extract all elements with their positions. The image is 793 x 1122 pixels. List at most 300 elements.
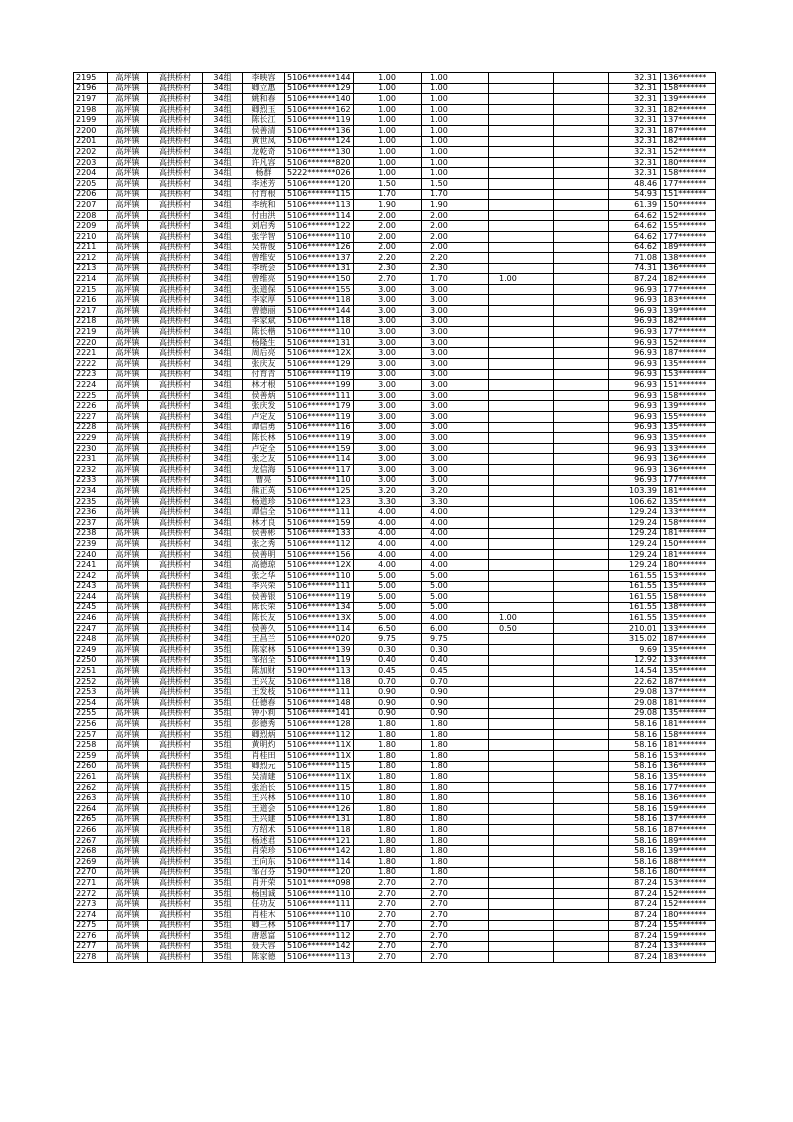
- area-b-cell: [489, 295, 554, 306]
- area-b-cell: [489, 549, 554, 560]
- table-body: [74, 73, 716, 963]
- id-number-cell: 5106*******118: [285, 825, 354, 836]
- area-c-cell: [554, 507, 609, 518]
- village-cell: 高拱桥村: [148, 920, 203, 931]
- area-total-cell: 5.00: [354, 613, 422, 624]
- area-c-cell: [554, 242, 609, 253]
- area-b-cell: [489, 528, 554, 539]
- table-row: [74, 570, 716, 581]
- area-total-cell: 1.80: [354, 867, 422, 878]
- name-cell: 谭信勇: [243, 422, 285, 433]
- phone-cell: 135*******: [661, 645, 716, 656]
- area-c-cell: [554, 888, 609, 899]
- name-cell: 李统会: [243, 263, 285, 274]
- amount-cell: 32.31: [609, 83, 661, 94]
- name-cell: 张之秀: [243, 539, 285, 550]
- id-number-cell: 5106*******11X: [285, 751, 354, 762]
- town-cell: 高坪镇: [108, 390, 148, 401]
- name-cell: 侯善明: [243, 549, 285, 560]
- table-row: [74, 337, 716, 348]
- table-row: [74, 136, 716, 147]
- id-number-cell: 5106*******113: [285, 200, 354, 211]
- name-cell: 方绍术: [243, 825, 285, 836]
- table-row: [74, 803, 716, 814]
- amount-cell: 71.08: [609, 253, 661, 264]
- town-cell: 高坪镇: [108, 359, 148, 370]
- id-number-cell: 5106*******118: [285, 295, 354, 306]
- area-b-cell: [489, 306, 554, 317]
- area-total-cell: 3.00: [354, 327, 422, 338]
- area-total-cell: 0.90: [354, 708, 422, 719]
- area-c-cell: [554, 412, 609, 423]
- area-a-cell: 3.00: [422, 284, 489, 295]
- area-c-cell: [554, 443, 609, 454]
- area-total-cell: 1.80: [354, 751, 422, 762]
- area-a-cell: 3.00: [422, 454, 489, 465]
- table-row: [74, 878, 716, 889]
- amount-cell: 96.93: [609, 359, 661, 370]
- area-b-cell: [489, 772, 554, 783]
- id-number-cell: 5106*******155: [285, 284, 354, 295]
- area-a-cell: 3.00: [422, 475, 489, 486]
- table-row: [74, 83, 716, 94]
- id-number-cell: 5106*******179: [285, 401, 354, 412]
- id-number-cell: 5106*******120: [285, 178, 354, 189]
- group-cell: 34组: [203, 147, 243, 158]
- group-cell: 34组: [203, 401, 243, 412]
- village-cell: 高拱桥村: [148, 835, 203, 846]
- area-total-cell: 3.00: [354, 284, 422, 295]
- area-b-cell: [489, 803, 554, 814]
- table-row: [74, 549, 716, 560]
- area-total-cell: 2.30: [354, 263, 422, 274]
- row-number-cell: 2201: [74, 136, 108, 147]
- id-number-cell: 5106*******139: [285, 645, 354, 656]
- id-number-cell: 5106*******115: [285, 761, 354, 772]
- area-c-cell: [554, 645, 609, 656]
- amount-cell: 87.24: [609, 952, 661, 963]
- table-row: [74, 274, 716, 285]
- group-cell: 35组: [203, 899, 243, 910]
- group-cell: 35组: [203, 793, 243, 804]
- village-cell: 高拱桥村: [148, 380, 203, 391]
- id-number-cell: 5106*******12X: [285, 560, 354, 571]
- name-cell: 李述芳: [243, 178, 285, 189]
- group-cell: 35组: [203, 698, 243, 709]
- area-a-cell: 3.00: [422, 359, 489, 370]
- group-cell: 35组: [203, 676, 243, 687]
- town-cell: 高坪镇: [108, 729, 148, 740]
- table-row: [74, 284, 716, 295]
- id-number-cell: 5106*******110: [285, 570, 354, 581]
- name-cell: 李统和: [243, 200, 285, 211]
- village-cell: 高拱桥村: [148, 486, 203, 497]
- area-a-cell: 1.50: [422, 178, 489, 189]
- id-number-cell: 5106*******119: [285, 115, 354, 126]
- id-number-cell: 5106*******110: [285, 231, 354, 242]
- village-cell: 高拱桥村: [148, 888, 203, 899]
- row-number-cell: 2241: [74, 560, 108, 571]
- table-row: [74, 751, 716, 762]
- id-number-cell: 5190*******150: [285, 274, 354, 285]
- table-row: [74, 316, 716, 327]
- table-row: [74, 814, 716, 825]
- name-cell: 王昌兰: [243, 634, 285, 645]
- village-cell: 高拱桥村: [148, 390, 203, 401]
- group-cell: 34组: [203, 613, 243, 624]
- town-cell: 高坪镇: [108, 221, 148, 232]
- id-number-cell: 5106*******162: [285, 104, 354, 115]
- area-b-cell: [489, 867, 554, 878]
- area-c-cell: [554, 634, 609, 645]
- group-cell: 34组: [203, 189, 243, 200]
- area-a-cell: 4.00: [422, 549, 489, 560]
- amount-cell: 129.24: [609, 549, 661, 560]
- group-cell: 34组: [203, 168, 243, 179]
- group-cell: 34组: [203, 136, 243, 147]
- area-c-cell: [554, 274, 609, 285]
- group-cell: 34组: [203, 200, 243, 211]
- row-number-cell: 2203: [74, 157, 108, 168]
- group-cell: 35组: [203, 941, 243, 952]
- area-a-cell: 3.00: [422, 295, 489, 306]
- village-cell: 高拱桥村: [148, 687, 203, 698]
- area-b-cell: [489, 210, 554, 221]
- amount-cell: 210.01: [609, 623, 661, 634]
- phone-cell: 180*******: [661, 867, 716, 878]
- id-number-cell: 5106*******111: [285, 390, 354, 401]
- area-a-cell: 3.00: [422, 327, 489, 338]
- area-a-cell: 3.00: [422, 401, 489, 412]
- phone-cell: 187*******: [661, 825, 716, 836]
- village-cell: 高拱桥村: [148, 147, 203, 158]
- area-c-cell: [554, 200, 609, 211]
- group-cell: 34组: [203, 549, 243, 560]
- area-b-cell: [489, 931, 554, 942]
- table-row: [74, 676, 716, 687]
- phone-cell: 153*******: [661, 369, 716, 380]
- area-a-cell: 4.00: [422, 613, 489, 624]
- area-c-cell: [554, 549, 609, 560]
- name-cell: 曹亮: [243, 475, 285, 486]
- id-number-cell: 5106*******119: [285, 412, 354, 423]
- id-number-cell: 5106*******159: [285, 443, 354, 454]
- group-cell: 34组: [203, 517, 243, 528]
- amount-cell: 58.16: [609, 751, 661, 762]
- village-cell: 高拱桥村: [148, 899, 203, 910]
- area-a-cell: 1.70: [422, 274, 489, 285]
- id-number-cell: 5106*******820: [285, 157, 354, 168]
- phone-cell: 155*******: [661, 221, 716, 232]
- area-total-cell: 1.80: [354, 846, 422, 857]
- name-cell: 肖荣珍: [243, 846, 285, 857]
- group-cell: 35组: [203, 888, 243, 899]
- area-a-cell: 1.80: [422, 856, 489, 867]
- group-cell: 35组: [203, 835, 243, 846]
- row-number-cell: 2233: [74, 475, 108, 486]
- area-total-cell: 1.00: [354, 94, 422, 105]
- phone-cell: 158*******: [661, 168, 716, 179]
- name-cell: 肖桂木: [243, 909, 285, 920]
- area-total-cell: 5.00: [354, 602, 422, 613]
- area-b-cell: [489, 221, 554, 232]
- village-cell: 高拱桥村: [148, 316, 203, 327]
- area-total-cell: 3.00: [354, 337, 422, 348]
- table-row: [74, 867, 716, 878]
- group-cell: 34组: [203, 369, 243, 380]
- area-a-cell: 1.00: [422, 104, 489, 115]
- town-cell: 高坪镇: [108, 772, 148, 783]
- village-cell: 高拱桥村: [148, 592, 203, 603]
- name-cell: 侯善炳: [243, 390, 285, 401]
- amount-cell: 58.16: [609, 740, 661, 751]
- phone-cell: 136*******: [661, 464, 716, 475]
- row-number-cell: 2224: [74, 380, 108, 391]
- phone-cell: 158*******: [661, 729, 716, 740]
- area-b-cell: [489, 517, 554, 528]
- area-a-cell: 1.00: [422, 73, 489, 84]
- area-a-cell: 5.00: [422, 592, 489, 603]
- table-row: [74, 443, 716, 454]
- row-number-cell: 2213: [74, 263, 108, 274]
- table-row: [74, 200, 716, 211]
- village-cell: 高拱桥村: [148, 73, 203, 84]
- area-a-cell: 3.00: [422, 433, 489, 444]
- area-total-cell: 3.00: [354, 443, 422, 454]
- table-row: [74, 835, 716, 846]
- area-c-cell: [554, 168, 609, 179]
- amount-cell: 96.93: [609, 337, 661, 348]
- row-number-cell: 2275: [74, 920, 108, 931]
- group-cell: 34组: [203, 284, 243, 295]
- village-cell: 高拱桥村: [148, 274, 203, 285]
- phone-cell: 155*******: [661, 412, 716, 423]
- village-cell: 高拱桥村: [148, 698, 203, 709]
- amount-cell: 32.31: [609, 157, 661, 168]
- name-cell: 王向东: [243, 856, 285, 867]
- area-total-cell: 3.00: [354, 390, 422, 401]
- name-cell: 侯善清: [243, 125, 285, 136]
- name-cell: 杨述君: [243, 835, 285, 846]
- amount-cell: 96.93: [609, 306, 661, 317]
- town-cell: 高坪镇: [108, 380, 148, 391]
- phone-cell: 183*******: [661, 952, 716, 963]
- town-cell: 高坪镇: [108, 496, 148, 507]
- area-a-cell: 1.80: [422, 814, 489, 825]
- area-b-cell: [489, 698, 554, 709]
- group-cell: 34组: [203, 380, 243, 391]
- area-b-cell: [489, 496, 554, 507]
- row-number-cell: 2220: [74, 337, 108, 348]
- phone-cell: 182*******: [661, 274, 716, 285]
- amount-cell: 129.24: [609, 528, 661, 539]
- area-a-cell: 4.00: [422, 539, 489, 550]
- row-number-cell: 2264: [74, 803, 108, 814]
- area-a-cell: 2.00: [422, 231, 489, 242]
- area-b-cell: [489, 136, 554, 147]
- area-c-cell: [554, 263, 609, 274]
- amount-cell: 29.08: [609, 687, 661, 698]
- phone-cell: 177*******: [661, 475, 716, 486]
- amount-cell: 129.24: [609, 560, 661, 571]
- phone-cell: 152*******: [661, 210, 716, 221]
- id-number-cell: 5106*******129: [285, 359, 354, 370]
- area-b-cell: [489, 920, 554, 931]
- village-cell: 高拱桥村: [148, 295, 203, 306]
- area-c-cell: [554, 899, 609, 910]
- area-c-cell: [554, 581, 609, 592]
- name-cell: 张之友: [243, 454, 285, 465]
- area-b-cell: [489, 751, 554, 762]
- area-c-cell: [554, 422, 609, 433]
- area-total-cell: 0.40: [354, 655, 422, 666]
- table-row: [74, 698, 716, 709]
- group-cell: 34组: [203, 316, 243, 327]
- village-cell: 高拱桥村: [148, 157, 203, 168]
- area-a-cell: 0.70: [422, 676, 489, 687]
- row-number-cell: 2267: [74, 835, 108, 846]
- village-cell: 高拱桥村: [148, 581, 203, 592]
- area-b-cell: [489, 507, 554, 518]
- name-cell: 许凡容: [243, 157, 285, 168]
- amount-cell: 129.24: [609, 539, 661, 550]
- table-row: [74, 888, 716, 899]
- name-cell: 张学智: [243, 231, 285, 242]
- amount-cell: 103.39: [609, 486, 661, 497]
- row-number-cell: 2249: [74, 645, 108, 656]
- village-cell: 高拱桥村: [148, 517, 203, 528]
- area-b-cell: [489, 846, 554, 857]
- amount-cell: 64.62: [609, 231, 661, 242]
- area-a-cell: 1.80: [422, 793, 489, 804]
- name-cell: 任德春: [243, 698, 285, 709]
- town-cell: 高坪镇: [108, 189, 148, 200]
- area-a-cell: 3.00: [422, 369, 489, 380]
- phone-cell: 152*******: [661, 147, 716, 158]
- table-row: [74, 909, 716, 920]
- table-row: [74, 719, 716, 730]
- area-b-cell: [489, 782, 554, 793]
- area-a-cell: 1.90: [422, 200, 489, 211]
- area-total-cell: 2.70: [354, 878, 422, 889]
- area-a-cell: 3.00: [422, 316, 489, 327]
- area-c-cell: [554, 623, 609, 634]
- town-cell: 高坪镇: [108, 401, 148, 412]
- row-number-cell: 2217: [74, 306, 108, 317]
- village-cell: 高拱桥村: [148, 337, 203, 348]
- town-cell: 高坪镇: [108, 274, 148, 285]
- area-a-cell: 1.80: [422, 729, 489, 740]
- phone-cell: 136*******: [661, 454, 716, 465]
- phone-cell: 135*******: [661, 772, 716, 783]
- area-a-cell: 0.45: [422, 666, 489, 677]
- area-c-cell: [554, 348, 609, 359]
- area-a-cell: 4.00: [422, 528, 489, 539]
- village-cell: 高拱桥村: [148, 825, 203, 836]
- amount-cell: 315.02: [609, 634, 661, 645]
- table-row: [74, 178, 716, 189]
- name-cell: 陈加财: [243, 666, 285, 677]
- table-row: [74, 475, 716, 486]
- area-c-cell: [554, 570, 609, 581]
- area-c-cell: [554, 655, 609, 666]
- town-cell: 高坪镇: [108, 104, 148, 115]
- phone-cell: 136*******: [661, 761, 716, 772]
- area-total-cell: 2.70: [354, 931, 422, 942]
- amount-cell: 58.16: [609, 814, 661, 825]
- area-total-cell: 2.70: [354, 952, 422, 963]
- phone-cell: 136*******: [661, 73, 716, 84]
- phone-cell: 139*******: [661, 306, 716, 317]
- village-cell: 高拱桥村: [148, 560, 203, 571]
- area-c-cell: [554, 496, 609, 507]
- group-cell: 35组: [203, 751, 243, 762]
- group-cell: 34组: [203, 486, 243, 497]
- name-cell: 侯善久: [243, 623, 285, 634]
- town-cell: 高坪镇: [108, 814, 148, 825]
- phone-cell: 135*******: [661, 613, 716, 624]
- area-c-cell: [554, 157, 609, 168]
- amount-cell: 58.16: [609, 719, 661, 730]
- table-row: [74, 496, 716, 507]
- id-number-cell: 5106*******126: [285, 242, 354, 253]
- table-row: [74, 581, 716, 592]
- area-b-cell: [489, 592, 554, 603]
- area-a-cell: 9.75: [422, 634, 489, 645]
- town-cell: 高坪镇: [108, 231, 148, 242]
- table-row: [74, 931, 716, 942]
- table-row: [74, 687, 716, 698]
- name-cell: 杨群: [243, 168, 285, 179]
- town-cell: 高坪镇: [108, 867, 148, 878]
- row-number-cell: 2243: [74, 581, 108, 592]
- area-b-cell: [489, 825, 554, 836]
- phone-cell: 177*******: [661, 782, 716, 793]
- town-cell: 高坪镇: [108, 295, 148, 306]
- id-number-cell: 5106*******114: [285, 454, 354, 465]
- phone-cell: 182*******: [661, 316, 716, 327]
- village-cell: 高拱桥村: [148, 369, 203, 380]
- group-cell: 34组: [203, 125, 243, 136]
- area-a-cell: 1.80: [422, 719, 489, 730]
- area-a-cell: 2.00: [422, 242, 489, 253]
- area-a-cell: 1.80: [422, 846, 489, 857]
- row-number-cell: 2257: [74, 729, 108, 740]
- group-cell: 35组: [203, 856, 243, 867]
- village-cell: 高拱桥村: [148, 94, 203, 105]
- village-cell: 高拱桥村: [148, 539, 203, 550]
- group-cell: 34组: [203, 539, 243, 550]
- area-b-cell: 0.50: [489, 623, 554, 634]
- amount-cell: 96.93: [609, 316, 661, 327]
- area-b-cell: [489, 835, 554, 846]
- group-cell: 34组: [203, 507, 243, 518]
- phone-cell: 177*******: [661, 284, 716, 295]
- row-number-cell: 2225: [74, 390, 108, 401]
- area-b-cell: [489, 200, 554, 211]
- name-cell: 卿烈炳: [243, 729, 285, 740]
- area-c-cell: [554, 676, 609, 687]
- area-total-cell: 0.45: [354, 666, 422, 677]
- table-row: [74, 147, 716, 158]
- area-a-cell: 5.00: [422, 581, 489, 592]
- area-b-cell: [489, 189, 554, 200]
- table-row: [74, 104, 716, 115]
- name-cell: 陈长友: [243, 613, 285, 624]
- table-row: [74, 623, 716, 634]
- table-row: [74, 952, 716, 963]
- town-cell: 高坪镇: [108, 761, 148, 772]
